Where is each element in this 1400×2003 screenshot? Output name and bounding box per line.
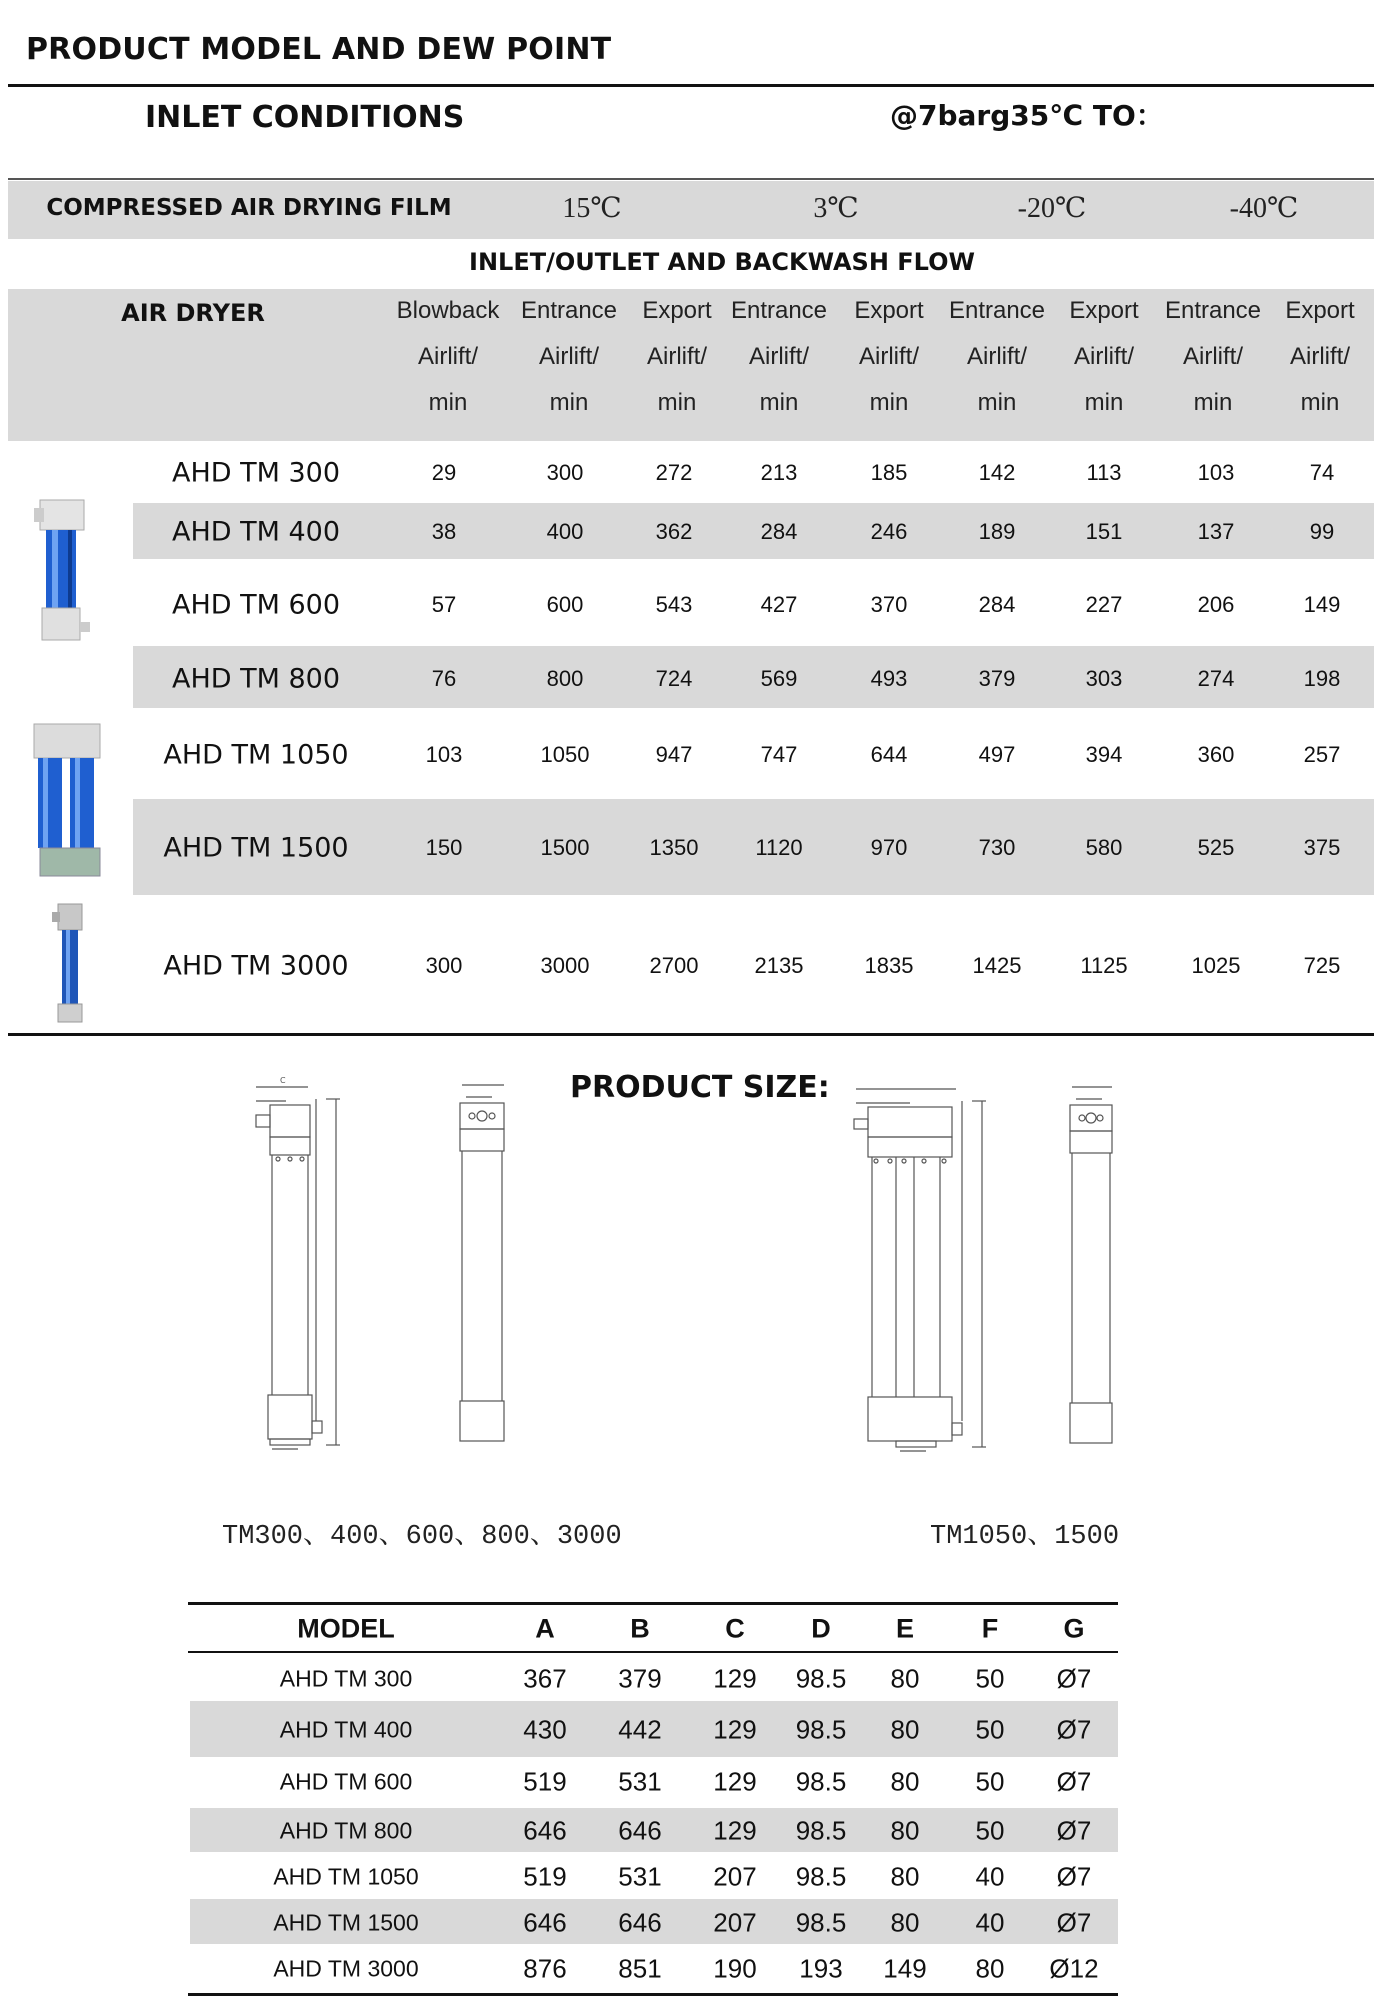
tm-single-product-image [32,498,100,644]
product-size-title: PRODUCT SIZE: [570,1070,830,1105]
size-cell: 519 [523,1766,567,1797]
flow-cell: 379 [978,666,1016,691]
flow-row-model: AHD TM 1500 [163,832,349,864]
flow-cell: 185 [870,460,908,485]
size-col-header: MODEL [297,1613,395,1644]
size-cell: Ø7 [1056,1663,1092,1694]
flow-cell: 300 [425,953,463,978]
flow-cell: 362 [655,519,693,544]
size-row-model: AHD TM 400 [279,1716,413,1743]
flow-col-header-line: Export [642,297,712,324]
flow-cell: 257 [1303,742,1341,767]
size-row-model: AHD TM 1050 [273,1863,419,1890]
flow-col-header-line: Airlift/ [967,343,1027,370]
temp-minus20: -20℃ [1017,193,1087,224]
flow-col-header-line: min [1084,389,1124,416]
size-table-bottom-rule [188,1993,1118,1996]
flow-cell: 2135 [754,953,804,978]
size-cell: 80 [890,1663,920,1694]
size-cell: 149 [883,1953,927,1984]
size-cell: 80 [890,1861,920,1892]
flow-col-header-line: Export [854,297,924,324]
air-dryer-label: AIR DRYER [121,299,265,327]
flow-col-header-line: min [428,389,468,416]
size-cell: 129 [713,1714,757,1745]
flow-cell: 198 [1303,666,1341,691]
flow-cell: 375 [1303,835,1341,860]
flow-col-header-line: min [549,389,589,416]
size-cell: Ø7 [1056,1815,1092,1846]
flow-cell: 1050 [540,742,590,767]
flow-cell: 57 [431,592,457,617]
page-title: PRODUCT MODEL AND DEW POINT [26,32,612,67]
flow-cell: 189 [978,519,1016,544]
flow-cell: 137 [1197,519,1235,544]
flow-cell: 394 [1085,742,1123,767]
size-cell: 851 [618,1953,662,1984]
size-col-header: G [1063,1613,1085,1644]
svg-text:C: C [280,1076,286,1085]
size-cell: 98.5 [795,1861,847,1892]
flow-row-model: AHD TM 1050 [163,739,349,771]
flow-cell: 400 [546,519,584,544]
flow-col-header-line: min [759,389,799,416]
size-cell: 207 [713,1861,757,1892]
size-cell: 98.5 [795,1714,847,1745]
size-cell: Ø7 [1056,1714,1092,1745]
flow-cell: 1120 [755,835,803,860]
size-cell: 80 [890,1766,920,1797]
flow-cell: 725 [1303,953,1341,978]
size-col-header: B [630,1613,650,1644]
size-cell: 50 [975,1766,1005,1797]
flow-cell: 1500 [540,835,590,860]
flow-cell: 142 [978,460,1016,485]
tm-single-unit-drawing [240,1075,540,1485]
flow-col-header [1158,288,1268,426]
flow-col-header-line: Entrance [948,297,1046,324]
size-cell: 98.5 [795,1907,847,1938]
flow-cell: 150 [425,835,463,860]
flow-col-header-line: Entrance [520,297,618,324]
size-row-model: AHD TM 3000 [273,1955,419,1982]
size-cell: Ø7 [1056,1766,1092,1797]
size-cell: 442 [618,1714,662,1745]
flow-cell: 947 [655,742,693,767]
size-cell: 80 [890,1815,920,1846]
flow-cell: 246 [870,519,908,544]
flow-col-header-line: Airlift/ [1074,343,1134,370]
flow-row-model: AHD TM 3000 [163,950,349,982]
size-cell: 646 [523,1815,567,1846]
flow-cell: 103 [1197,460,1235,485]
flow-cell: 227 [1085,592,1123,617]
size-cell: 80 [890,1907,920,1938]
size-row-model: AHD TM 600 [279,1768,413,1795]
flow-cell: 525 [1197,835,1235,860]
size-cell: 367 [523,1663,567,1694]
flow-cell: 284 [978,592,1016,617]
flow-row-model: AHD TM 400 [171,516,341,548]
flow-col-header [1265,288,1375,426]
tm-3000-product-image [50,902,94,1026]
flow-cell: 103 [425,742,463,767]
size-cell: 379 [618,1663,662,1694]
flow-cell: 1025 [1191,953,1241,978]
size-cell: 646 [618,1907,662,1938]
flow-col-header-line: Airlift/ [749,343,809,370]
flow-cell: 730 [978,835,1016,860]
flow-col-header-line: min [657,389,697,416]
flow-col-header [834,288,944,426]
size-cell: 876 [523,1953,567,1984]
flow-col-header-line: Airlift/ [418,343,478,370]
flow-cell: 600 [546,592,584,617]
film-label: COMPRESSED AIR DRYING FILM [46,195,452,221]
size-cell: 519 [523,1861,567,1892]
size-cell: 129 [713,1766,757,1797]
size-cell: 531 [618,1861,662,1892]
flow-cell: 113 [1086,460,1122,485]
flow-title: INLET/OUTLET AND BACKWASH FLOW [469,248,975,276]
flow-col-header-line: Blowback [396,297,500,324]
size-table-top-rule [188,1602,1118,1605]
flow-cell: 99 [1309,519,1335,544]
flow-col-header [724,288,834,426]
flow-cell: 569 [760,666,798,691]
temp-3: 3℃ [813,193,859,224]
flow-cell: 274 [1197,666,1235,691]
inlet-conditions-label: INLET CONDITIONS [145,100,465,135]
flow-table-bottom-rule [8,1033,1374,1036]
size-cell: 646 [618,1815,662,1846]
flow-col-header [514,288,624,426]
flow-cell: 370 [870,592,908,617]
flow-cell: 580 [1085,835,1123,860]
size-cell: Ø7 [1056,1907,1092,1938]
size-cell: Ø12 [1049,1953,1099,1984]
flow-cell: 3000 [540,953,590,978]
flow-col-header-line: min [977,389,1017,416]
flow-cell: 213 [760,460,798,485]
flow-cell: 2700 [649,953,699,978]
flow-col-header [622,288,732,426]
size-col-header: F [981,1613,999,1644]
flow-row-model: AHD TM 800 [171,663,341,695]
flow-cell: 29 [431,460,457,485]
flow-col-header-line: Export [1285,297,1355,324]
flow-cell: 300 [546,460,584,485]
flow-cell: 284 [760,519,798,544]
flow-col-header-line: min [869,389,909,416]
flow-cell: 149 [1303,592,1341,617]
flow-cell: 1125 [1080,953,1128,978]
inlet-conditions-value: @7barg35℃ TO： [890,99,1164,132]
size-cell: 40 [975,1907,1005,1938]
size-cell: 193 [799,1953,843,1984]
flow-cell: 497 [978,742,1016,767]
flow-cell: 272 [655,460,693,485]
size-cell: 129 [713,1815,757,1846]
flow-cell: 644 [870,742,908,767]
flow-cell: 970 [870,835,908,860]
size-row-model: AHD TM 300 [279,1665,413,1692]
size-row-model: AHD TM 1500 [273,1909,419,1936]
single-unit-caption: TM300、400、600、800、3000 [222,1522,622,1552]
temp-minus40: -40℃ [1229,193,1299,224]
flow-cell: 493 [870,666,908,691]
size-cell: 190 [713,1953,757,1984]
flow-col-header-line: min [1300,389,1340,416]
size-row-model: AHD TM 800 [279,1817,413,1844]
flow-cell: 151 [1085,519,1123,544]
inlet-rule [8,178,1374,180]
size-cell: 50 [975,1663,1005,1694]
flow-col-header-line: min [1193,389,1233,416]
flow-row-model: AHD TM 600 [171,589,341,621]
size-cell: 646 [523,1907,567,1938]
flow-cell: 76 [431,666,457,691]
flow-cell: 360 [1197,742,1235,767]
flow-col-header-line: Airlift/ [1183,343,1243,370]
flow-row-model: AHD TM 300 [171,457,341,489]
flow-cell: 303 [1085,666,1123,691]
tm-double-product-image [30,722,106,878]
flow-col-header [1049,288,1159,426]
flow-col-header [942,288,1052,426]
flow-col-header [393,288,503,426]
flow-col-header-line: Entrance [730,297,828,324]
tm-double-unit-drawing [840,1075,1140,1485]
size-col-header: A [535,1613,555,1644]
flow-cell: 1835 [864,953,914,978]
size-cell: 98.5 [795,1663,847,1694]
flow-cell: 38 [431,519,457,544]
flow-cell: 74 [1309,460,1335,485]
size-cell: 80 [975,1953,1005,1984]
flow-cell: 724 [655,666,693,691]
size-col-header: E [895,1613,915,1644]
temp-15: 15℃ [562,193,622,224]
size-col-header: D [811,1613,831,1644]
size-cell: 98.5 [795,1815,847,1846]
title-rule [8,84,1374,87]
size-col-header: C [725,1613,745,1644]
flow-cell: 543 [655,592,693,617]
flow-cell: 747 [760,742,798,767]
size-cell: 50 [975,1815,1005,1846]
size-table-header-rule [188,1651,1118,1653]
size-cell: 207 [713,1907,757,1938]
flow-cell: 800 [546,666,584,691]
flow-col-header-line: Airlift/ [1290,343,1350,370]
size-cell: 531 [618,1766,662,1797]
flow-col-header-line: Export [1069,297,1139,324]
flow-cell: 1350 [649,835,699,860]
size-cell: 98.5 [795,1766,847,1797]
size-cell: 50 [975,1714,1005,1745]
size-cell: 80 [890,1714,920,1745]
double-unit-caption: TM1050、1500 [930,1522,1120,1552]
flow-cell: 1425 [972,953,1022,978]
flow-cell: 206 [1197,592,1235,617]
size-cell: 40 [975,1861,1005,1892]
size-cell: 430 [523,1714,567,1745]
flow-col-header-line: Airlift/ [647,343,707,370]
size-cell: 129 [713,1663,757,1694]
flow-col-header-line: Entrance [1164,297,1262,324]
size-cell: Ø7 [1056,1861,1092,1892]
flow-cell: 427 [760,592,798,617]
flow-col-header-line: Airlift/ [859,343,919,370]
flow-col-header-line: Airlift/ [539,343,599,370]
